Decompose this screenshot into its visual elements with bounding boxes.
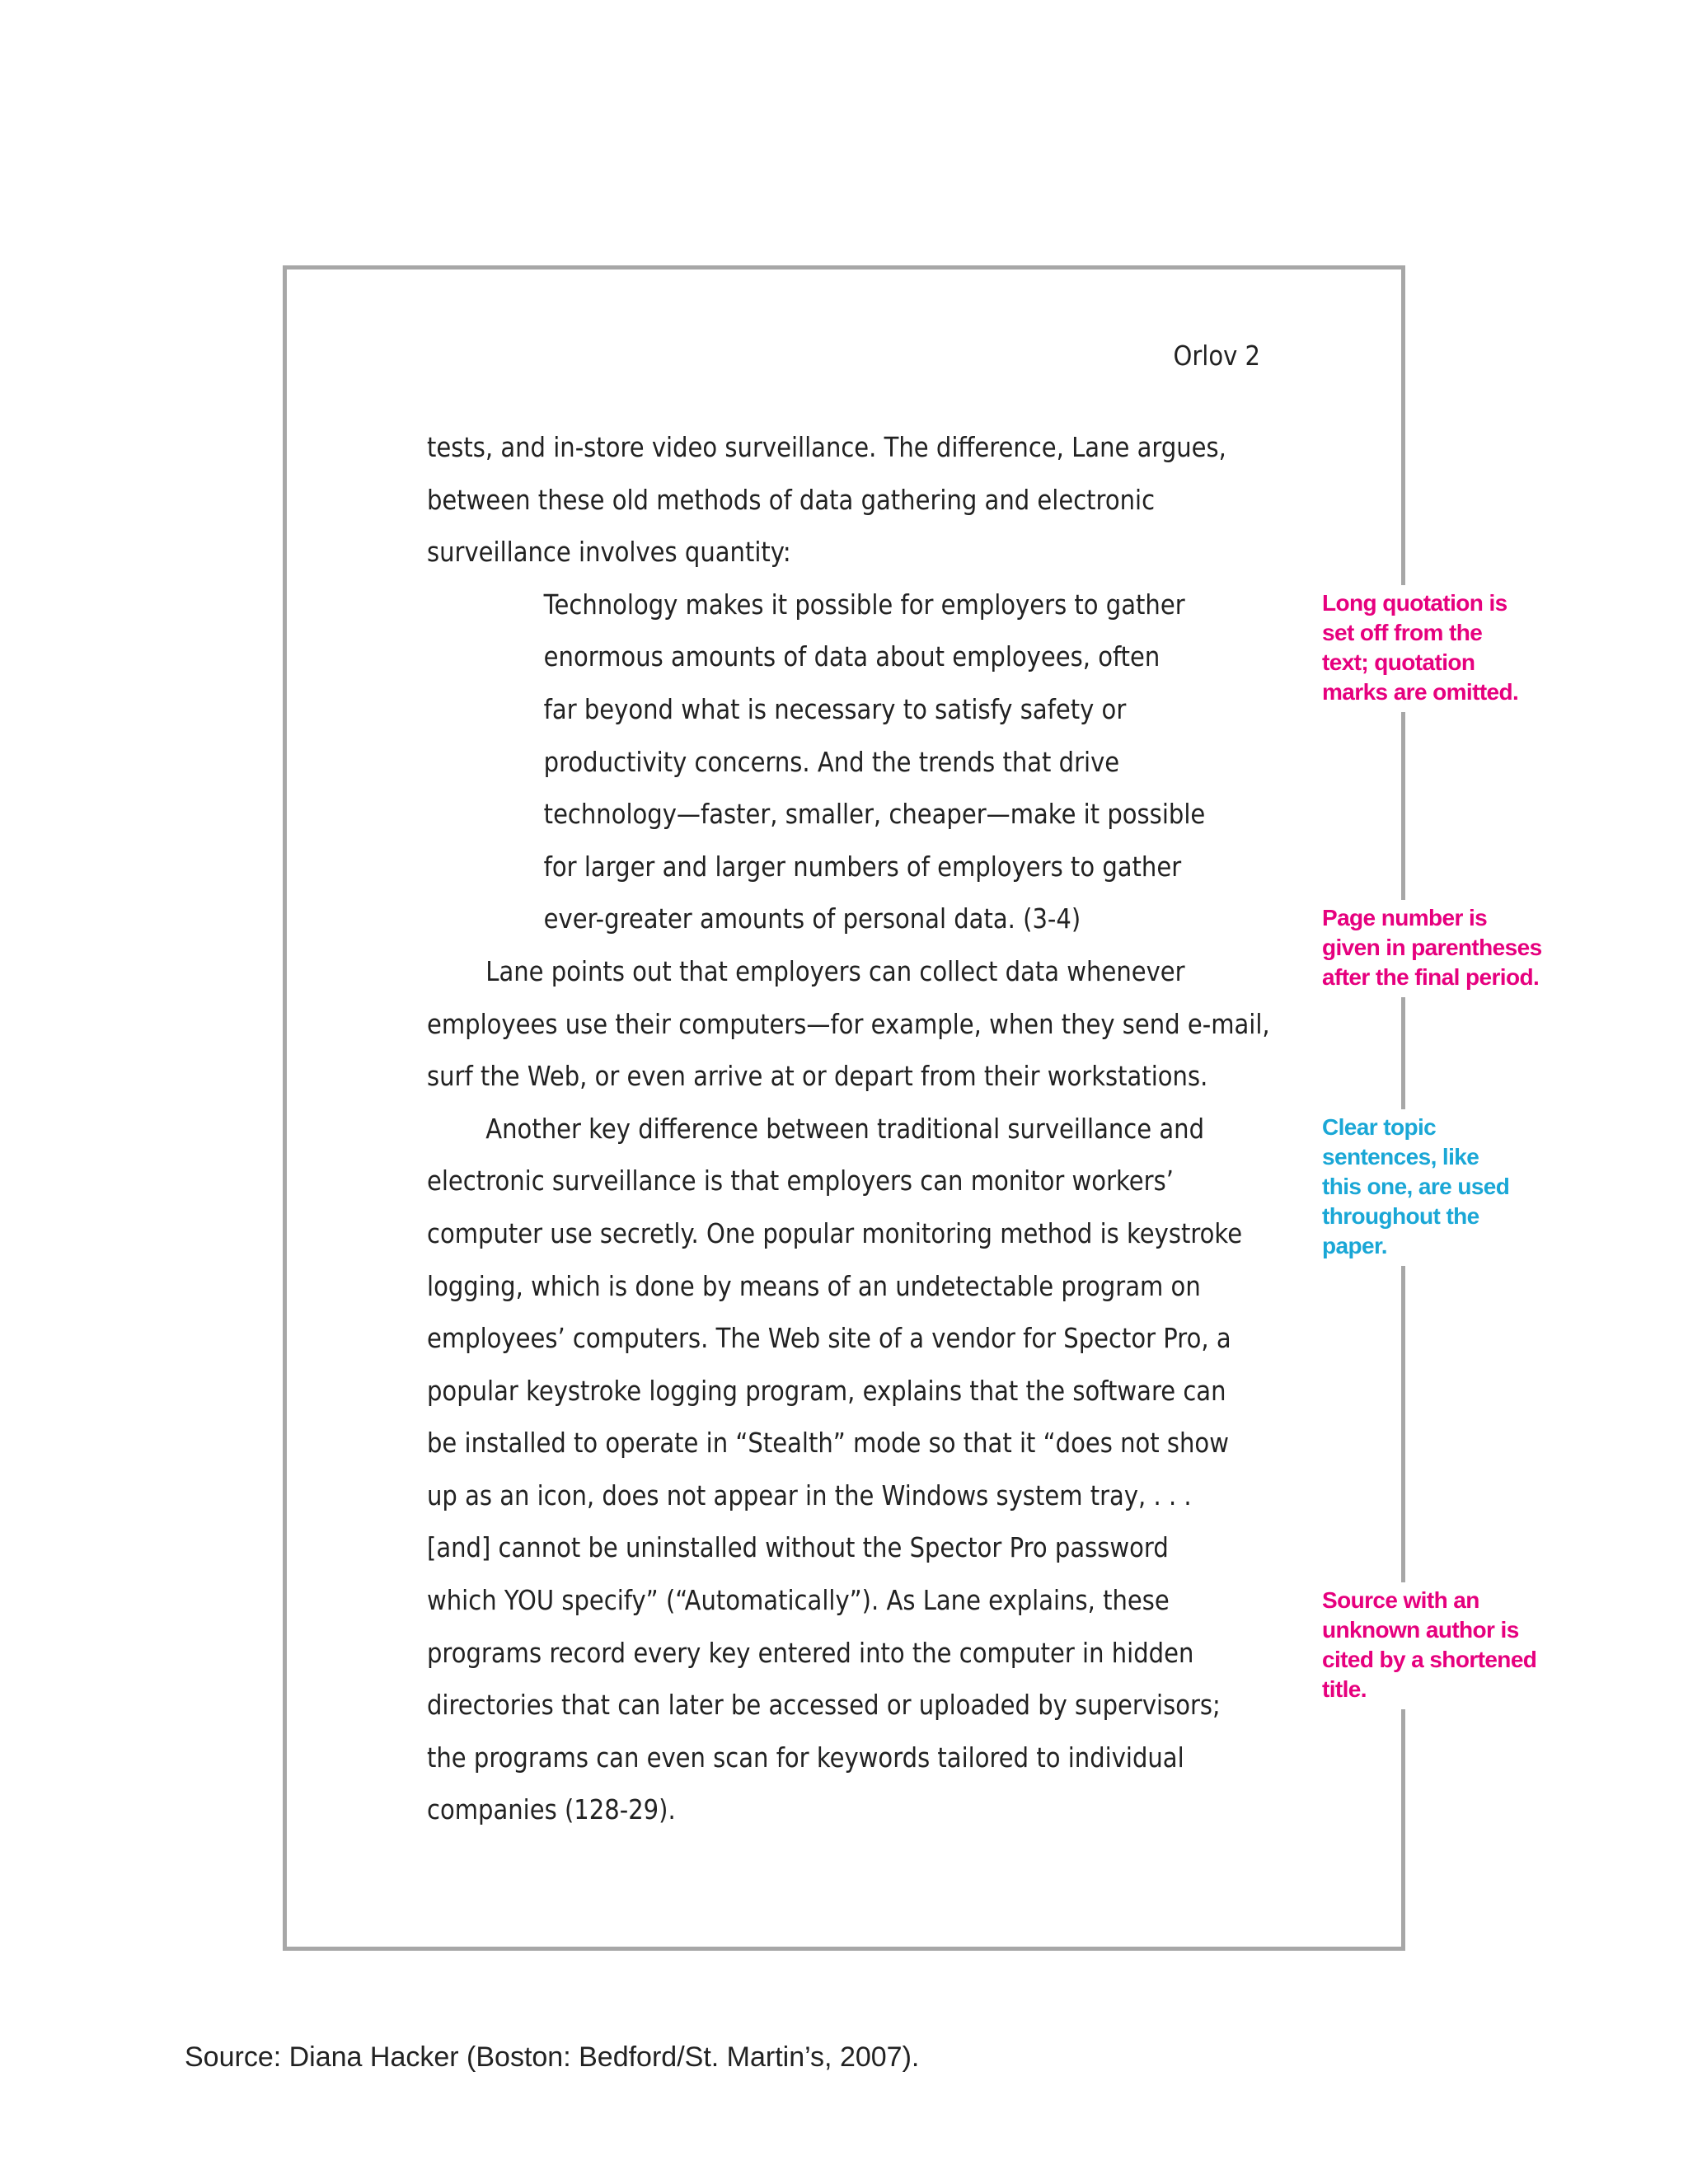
block-quote-line: Technology makes it possible for employers to gather [543,588,1185,621]
annotation-line: marks are omitted. [1322,679,1519,705]
paper-body [427,421,1385,1836]
body-line: employees’ computers. The Web site of a vendor for Spector Pro, a [427,1322,1231,1355]
body-line: surveillance involves quantity: [427,536,791,569]
body-line: up as an icon, does not appear in the Windows system tray, . . . [427,1479,1192,1511]
running-head: Orlov 2 [1173,340,1260,372]
annotation-line: this one, are used [1322,1174,1510,1199]
annotation-unknown-author [1311,1582,1545,1709]
body-line: which YOU specify” (“Automatically”). As Lane explains, these [427,1584,1170,1617]
annotation-page-number [1311,900,1545,997]
body-line: directories that can later be accessed or uploaded by supervisors; [427,1689,1221,1722]
body-line: computer use secretly. One popular monitoring method is keystroke [427,1216,1243,1249]
annotation-long-quotation [1311,585,1545,712]
annotation-line: paper. [1322,1233,1387,1258]
annotation-line: sentences, like [1322,1144,1479,1169]
body-line: electronic surveillance is that employers can monitor workers’ [427,1165,1174,1197]
annotation-line: Page number is [1322,905,1488,930]
body-line: between these old methods of data gathering and electronic [427,483,1156,516]
annotation-line: text; quotation [1322,649,1475,675]
annotation-line: Long quotation is [1322,590,1507,616]
block-quote-line: far beyond what is necessary to satisfy safety or [543,692,1127,725]
body-line: tests, and in-store video surveillance. The difference, Lane argues, [427,431,1226,463]
annotation-line: Source with an [1322,1587,1479,1613]
annotation-line: unknown author is [1322,1617,1519,1643]
block-quote-line: for larger and larger numbers of employers to gather [543,850,1182,883]
annotation-line: title. [1322,1676,1367,1702]
source-citation: Source: Diana Hacker (Boston: Bedford/St. Martin’s, 2007). [185,2041,920,2073]
body-line: Another key difference between traditional surveillance and [485,1112,1205,1145]
body-line: the programs can even scan for keywords tailored to individual [427,1741,1184,1774]
body-line: Lane points out that employers can collect data whenever [485,954,1185,987]
body-line: popular keystroke logging program, explains that the software can [427,1374,1226,1407]
annotation-line: set off from the [1322,620,1483,645]
body-line: [and] cannot be uninstalled without the Spector Pro password [427,1531,1169,1564]
block-quote-line: productivity concerns. And the trends that drive [543,745,1120,778]
body-line: employees use their computers—for example, when they send e-mail, [427,1007,1270,1040]
body-line: companies (128-29). [427,1793,676,1826]
body-line: logging, which is done by means of an undetectable program on [427,1269,1201,1302]
block-quote-line: ever-greater amounts of personal data. (3-4) [543,902,1081,935]
annotation-line: throughout the [1322,1203,1479,1229]
body-line: programs record every key entered into the computer in hidden [427,1636,1194,1669]
block-quote-line: enormous amounts of data about employees, often [543,640,1160,673]
annotation-line: given in parentheses [1322,935,1542,960]
annotation-line: Clear topic [1322,1114,1437,1140]
body-line: be installed to operate in “Stealth” mode so that it “does not show [427,1427,1229,1460]
block-quote-line: technology—faster, smaller, cheaper—make it possible [543,798,1206,831]
annotation-line: after the final period. [1322,964,1540,990]
annotation-topic-sentences [1311,1109,1545,1266]
annotation-line: cited by a shortened [1322,1647,1537,1672]
body-line: surf the Web, or even arrive at or depart from their workstations. [427,1060,1208,1093]
